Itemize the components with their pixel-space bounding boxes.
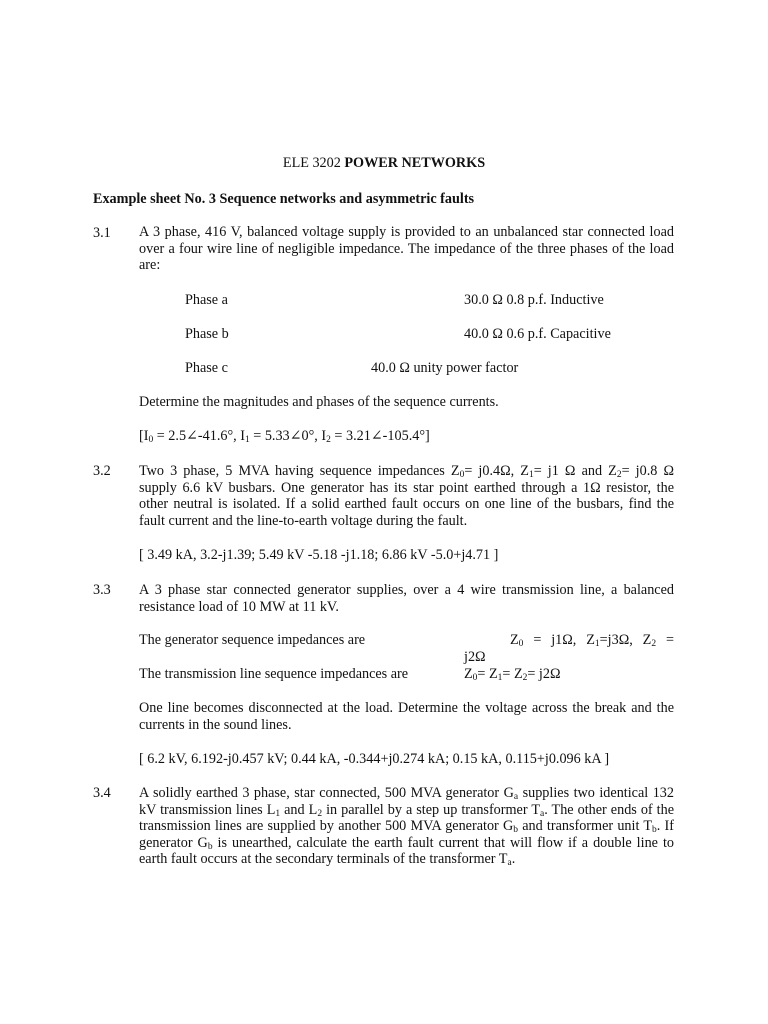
- phase-c-value: 40.0 Ω unity power factor: [371, 360, 519, 376]
- question-3-1-ask: Determine the magnitudes and phases of the sequence currents.: [139, 394, 499, 410]
- page-title: [0, 155, 768, 172]
- phase-b-label: Phase b: [185, 326, 229, 342]
- question-3-3-text: A 3 phase star connected generator supplies, over a 4 wire transmission line, a balanced resistance load of 10 MW at 11 kV.: [139, 582, 674, 615]
- question-3-3-answer: [ 6.2 kV, 6.192-j0.457 kV; 0.44 kA, -0.344+j0.274 kA; 0.15 kA, 0.115+j0.096 kA ]: [139, 751, 610, 767]
- generator-impedances-wrap: j2Ω: [464, 649, 486, 665]
- phase-a-label: Phase a: [185, 292, 228, 308]
- question-number-3-1: 3.1: [93, 225, 111, 241]
- question-3-1-answer: [$I_0$ = 2.5∠-41.6°, $I_1$ = 5.33∠0°, $I_2$ = 3.21∠-105.4°]: [139, 428, 430, 445]
- generator-impedances-values: $Z_0 = j1\Omega$, $Z_1=j3\Omega$, $Z_2$ =: [510, 632, 674, 649]
- sheet-subtitle: Example sheet No. 3 Sequence networks and asymmetric faults: [93, 191, 475, 207]
- course-name: POWER NETWORKS: [344, 155, 486, 171]
- question-3-1-text: A 3 phase, 416 V, balanced voltage supply is provided to an unbalanced star connected load over a four wire line of negligible impedance. The impedance of the three phases of the load are:: [139, 224, 674, 273]
- question-3-2-answer: [ 3.49 kA, 3.2-j1.39; 5.49 kV -5.18 -j1.18; 6.86 kV -5.0+j4.71 ]: [139, 547, 499, 563]
- question-number-3-4: 3.4: [93, 785, 111, 801]
- question-3-4-text: A solidly earthed 3 phase, star connected, 500 MVA generator $G_a$ supplies two identical 132 kV transmission lines $L_1$ and $L_2$ in parallel by a step up transformer $T_a$. The other ends of the transmission lines are supplied by another 500 MVA generator $G_b$ and transformer unit $T_b$. If generator $G_b$ is unearthed, calculate the earth fault current that will flow if a double line to earth fault occurs at the secondary terminals of the transformer $T_a$.: [139, 785, 675, 868]
- phase-b-value: 40.0 Ω 0.6 p.f. Capacitive: [464, 326, 611, 342]
- line-impedances-label: The transmission line sequence impedances are: [139, 666, 409, 682]
- question-number-3-2: 3.2: [93, 463, 111, 479]
- line-impedances-values: $Z_0= Z_1= Z_2= j2\Omega$: [464, 666, 561, 683]
- phase-a-value: 30.0 Ω 0.8 p.f. Inductive: [464, 292, 604, 308]
- course-code: ELE 3202: [282, 155, 341, 171]
- question-3-3-ask: One line becomes disconnected at the load. Determine the voltage across the break and the currents in the sound lines.: [139, 700, 674, 733]
- question-number-3-3: 3.3: [93, 582, 111, 598]
- question-3-2-text: Two 3 phase, 5 MVA having sequence impedances $Z_0= j0.4\Omega$, $Z_1= j1$ Ω and $Z_2= j0.8$ Ω supply 6.6 kV busbars. One generator has its star point earthed through a 1Ω resistor, the other neutral is isolated. If a solid earthed fault occurs on one line of the busbars, find the fault current and the line-to-earth voltage during the fault.: [139, 463, 675, 529]
- phase-c-label: Phase c: [185, 360, 228, 376]
- generator-impedances-label: The generator sequence impedances are: [139, 632, 366, 648]
